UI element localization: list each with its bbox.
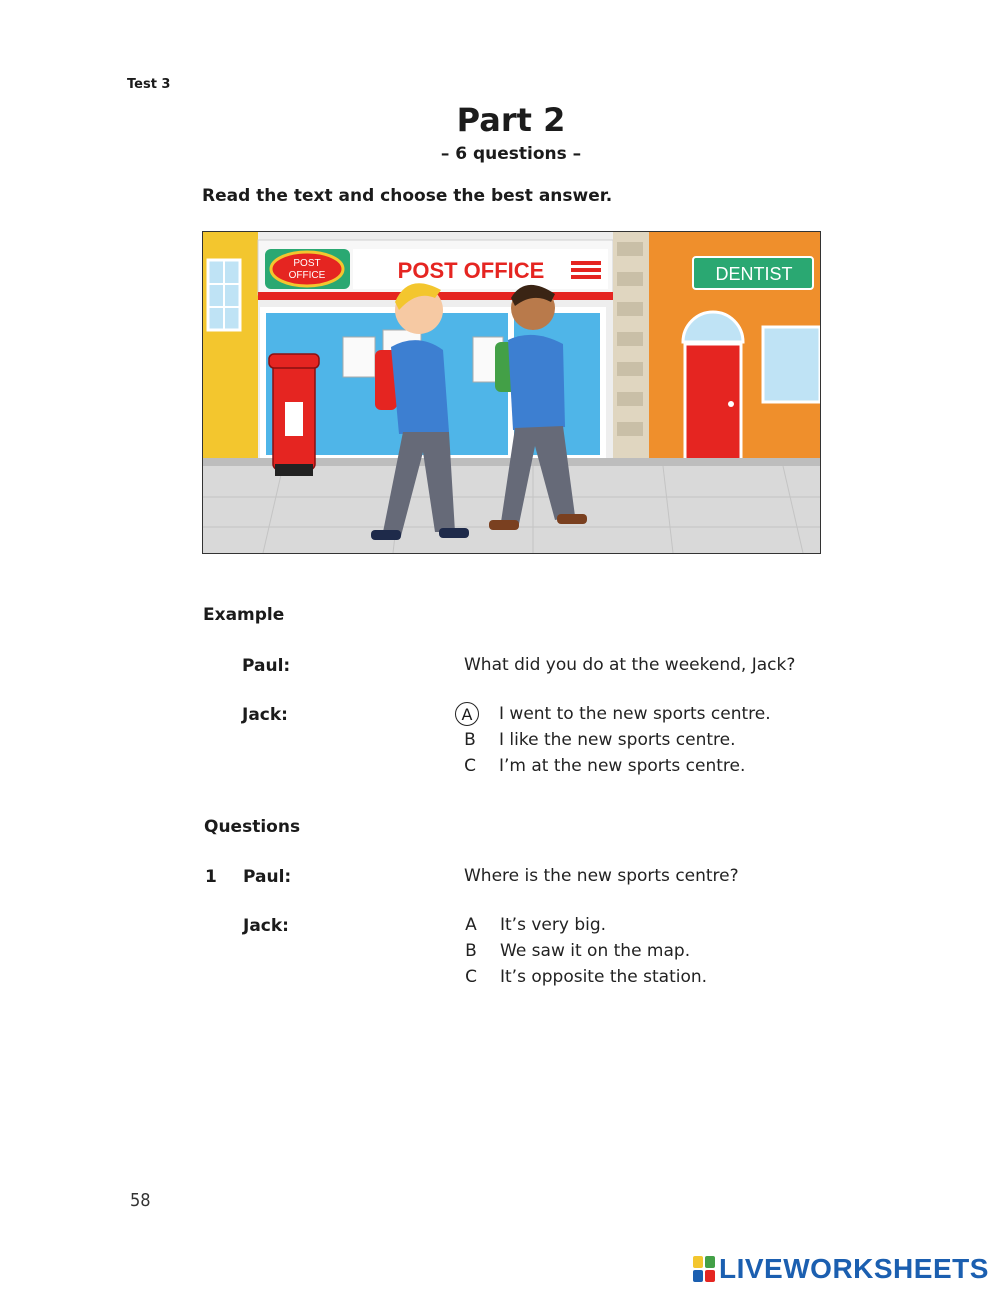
q1-paul-line: Where is the new sports centre? <box>464 866 739 886</box>
example-option-a-text: I went to the new sports centre. <box>499 704 771 724</box>
post-office-badge-text-2: OFFICE <box>288 270 326 281</box>
example-option-b-letter[interactable]: B <box>464 730 476 750</box>
part-subtitle: – 6 questions – <box>440 144 582 164</box>
post-office-sign-text: POST OFFICE <box>397 258 545 283</box>
q1-option-b-text: We saw it on the map. <box>500 941 691 961</box>
example-heading: Example <box>203 605 285 625</box>
dentist-sign-text: DENTIST <box>715 264 793 284</box>
example-paul-line: What did you do at the weekend, Jack? <box>464 655 796 675</box>
example-speaker-paul: Paul: <box>242 656 291 676</box>
example-option-b-text: I like the new sports centre. <box>499 730 736 750</box>
questions-heading: Questions <box>204 817 301 837</box>
part-title: Part 2 <box>456 101 566 139</box>
q1-option-b-letter[interactable]: B <box>465 941 477 961</box>
q1-option-c-text: It’s opposite the station. <box>500 967 708 987</box>
example-option-a[interactable] <box>455 702 479 726</box>
brand-text: LIVEWORKSHEETS <box>719 1253 989 1284</box>
example-option-c-letter[interactable]: C <box>464 756 476 776</box>
q1-speaker-jack: Jack: <box>243 916 289 936</box>
q1-option-a-letter[interactable]: A <box>465 915 477 935</box>
example-option-c-text: I’m at the new sports centre. <box>499 756 746 776</box>
liveworksheets-logo <box>693 1253 989 1285</box>
example-speaker-jack: Jack: <box>242 705 288 725</box>
test-label: Test 3 <box>127 77 171 92</box>
post-office-badge-text-1: POST <box>293 258 321 269</box>
question-number: 1 <box>205 867 217 887</box>
page-number: 58 <box>130 1190 151 1211</box>
q1-option-c-letter[interactable]: C <box>465 967 477 987</box>
instruction: Read the text and choose the best answer. <box>202 186 613 206</box>
option-a-circle: A <box>455 702 479 726</box>
street-scene-illustration <box>202 231 821 554</box>
q1-option-a-text: It’s very big. <box>500 915 607 935</box>
q1-speaker-paul: Paul: <box>243 867 292 887</box>
liveworksheets-icon <box>693 1256 715 1282</box>
